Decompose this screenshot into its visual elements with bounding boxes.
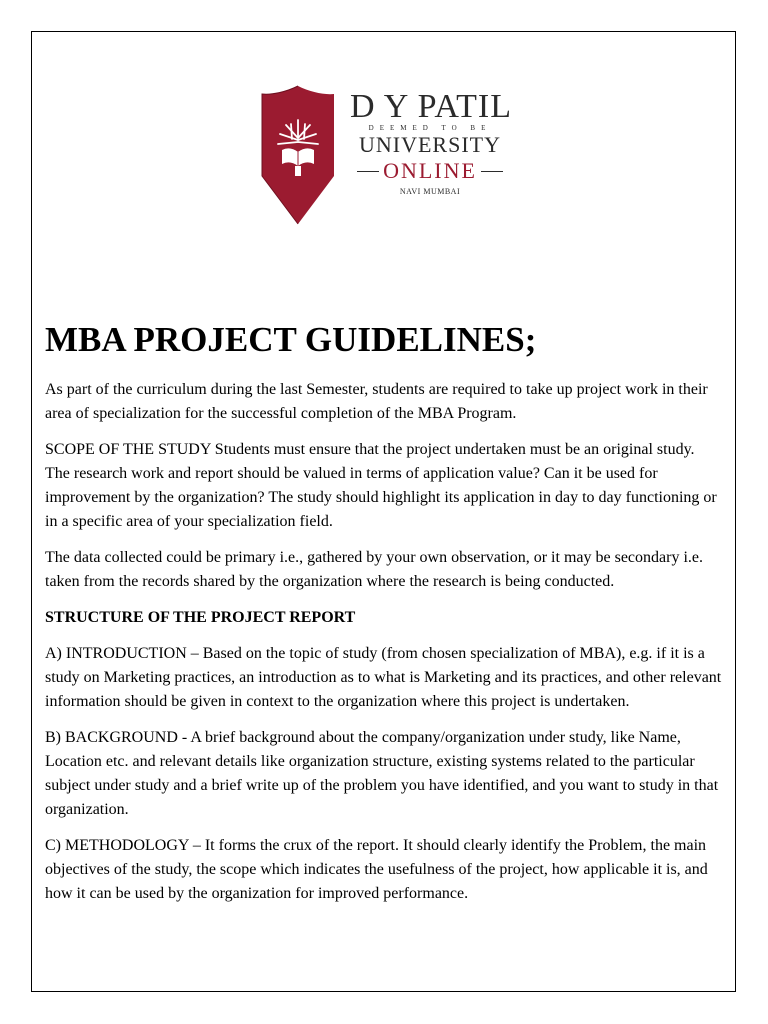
page-title: MBA PROJECT GUIDELINES; (45, 320, 537, 359)
structure-item-methodology: C) METHODOLOGY – It forms the crux of the report. It should clearly identify the Problem, the main objectives of the study, the scope which indicates the usefulness of the project, how applicable it is, and how it can be used by the organization for improved performance. (45, 837, 708, 902)
university-logo (258, 84, 518, 229)
logo-online: ONLINE (383, 158, 477, 183)
logo-university: UNIVERSITY (359, 132, 501, 157)
logo-rule-right (481, 171, 503, 172)
structure-item-background: B) BACKGROUND - A brief background about the company/organization under study, like Name, Location etc. and relevant details like organization structure, existing systems related to the particular subject under study and a brief write up of the problem you have identified, and you want to study in that organization. (45, 729, 719, 818)
logo-online-row (350, 159, 510, 183)
logo-city: NAVI MUMBAI (399, 187, 461, 196)
document-body (45, 378, 723, 918)
logo-wordmark (350, 88, 513, 196)
structure-item-introduction: A) INTRODUCTION – Based on the topic of study (from chosen specialization of MBA), e.g. if it is a study on Marketing practices, an introduction as to what is Marketing and its practices, and other relevant information should be given in context to the organization where this project is undertaken. (45, 645, 722, 710)
logo-deemed: DEEMED TO BE (368, 124, 492, 132)
intro-paragraph: As part of the curriculum during the last Semester, students are required to take up project work in their area of specialization for the successful completion of the MBA Program. (45, 381, 708, 422)
logo-rule-left (357, 171, 379, 172)
section-heading: STRUCTURE OF THE PROJECT REPORT (45, 609, 356, 626)
logo-brand: D Y PATIL (350, 88, 513, 125)
scope-paragraph: SCOPE OF THE STUDY Students must ensure that the project undertaken must be an original study. The research work and report should be valued in terms of application value? Can it be used for improvement by the organization? The study should highlight its application in day to day functioning or in a specific area of your specialization field. (45, 441, 717, 530)
data-paragraph: The data collected could be primary i.e., gathered by your own observation, or it may be secondary i.e. taken from the records shared by the organization where the research is being conducted. (45, 549, 703, 590)
shield-emblem-icon (258, 84, 338, 226)
